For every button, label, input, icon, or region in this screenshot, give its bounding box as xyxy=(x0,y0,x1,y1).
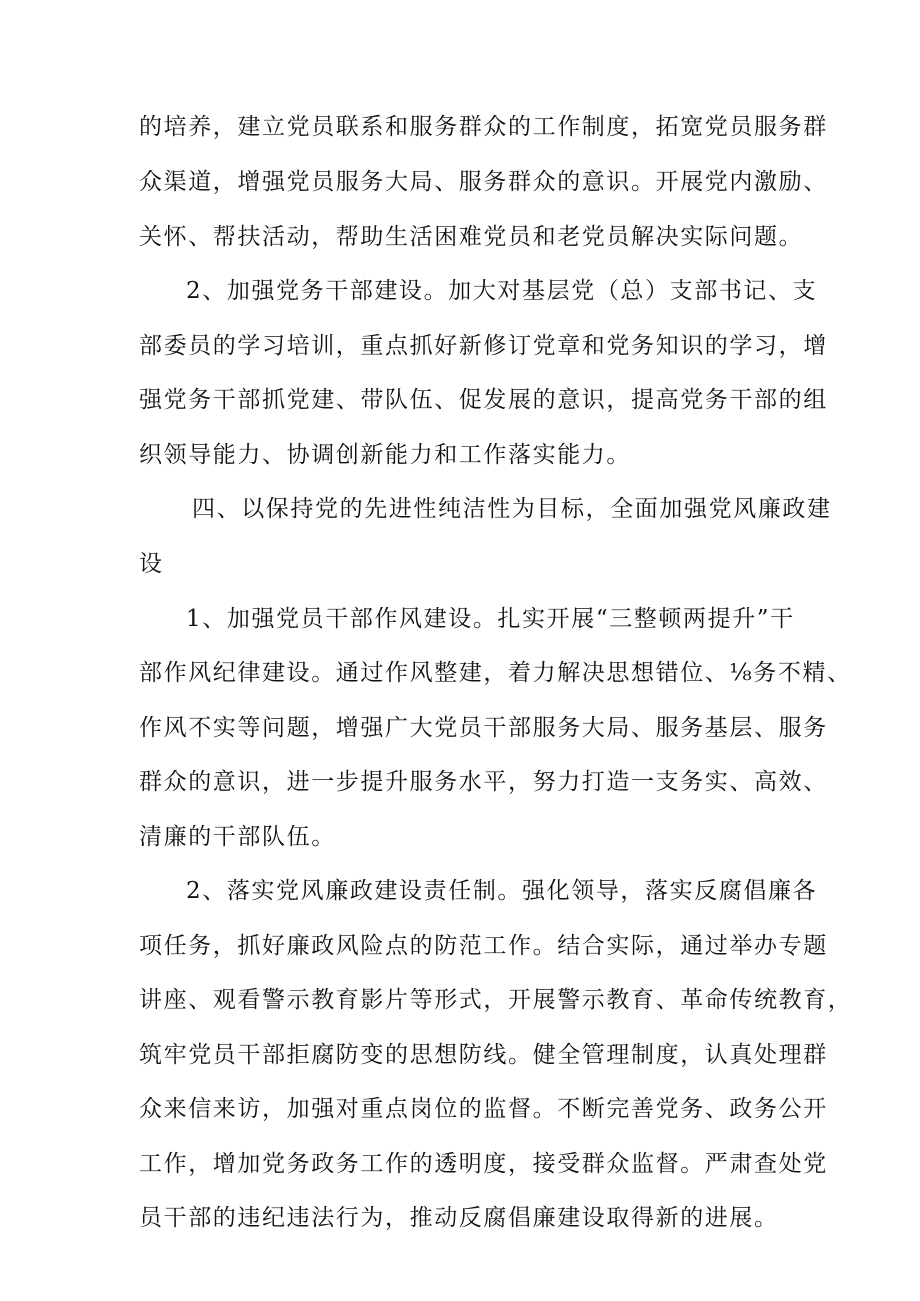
text-line: 1、加强党员干部作风建设。扎实开展“三整顿两提升”干 xyxy=(186,606,795,632)
heading-line: 四、以保持党的先进性纯洁性为目标，全面加强党风廉政建 xyxy=(192,496,832,522)
text-line: 项任务，抓好廉政风险点的防范工作。结合实际，通过举办专题 xyxy=(139,933,828,959)
text-line: 众来信来访，加强对重点岗位的监督。不断完善党务、政务公开 xyxy=(139,1096,828,1122)
text-line: 关怀、帮扶活动，帮助生活困难党员和老党员解决实际问题。 xyxy=(139,224,804,250)
text-line: 清廉的干部队伍。 xyxy=(139,824,336,850)
text-line: 讲座、观看警示教育影片等形式，开展警示教育、革命传统教育， xyxy=(139,987,853,1013)
text-line: 员干部的违纪违法行为，推动反腐倡廉建设取得新的进展。 xyxy=(139,1205,779,1231)
text-line: 作风不实等问题，增强广大党员干部服务大局、服务基层、服务 xyxy=(139,715,828,741)
text-line: 2、加强党务干部建设。加大对基层党（总）支部书记、支 xyxy=(186,278,818,304)
text-line: 2、落实党风廉政建设责任制。强化领导，落实反腐倡廉各 xyxy=(186,878,818,904)
heading-line: 设 xyxy=(139,551,164,577)
text-line: 众渠道，增强党员服务大局、服务群众的意识。开展党内激励、 xyxy=(139,169,828,195)
text-line: 群众的意识，进一步提升服务水平，努力打造一支务实、高效、 xyxy=(139,769,828,795)
text-line: 强党务干部抓党建、带队伍、促发展的意识，提高党务干部的组 xyxy=(139,387,828,413)
text-line: 筑牢党员干部拒腐防变的思想防线。健全管理制度，认真处理群 xyxy=(139,1042,828,1068)
text-line: 部作风纪律建设。通过作风整建，着力解决思想错位、⅛务不精、 xyxy=(139,660,852,686)
text-line: 的培养，建立党员联系和服务群众的工作制度，拓宽党员服务群 xyxy=(139,114,828,140)
text-line: 织领导能力、协调创新能力和工作落实能力。 xyxy=(139,442,631,468)
text-line: 工作，增加党务政务工作的透明度，接受群众监督。严肃查处党 xyxy=(139,1151,828,1177)
text-line: 部委员的学习培训，重点抓好新修订党章和党务知识的学习，增 xyxy=(139,333,828,359)
